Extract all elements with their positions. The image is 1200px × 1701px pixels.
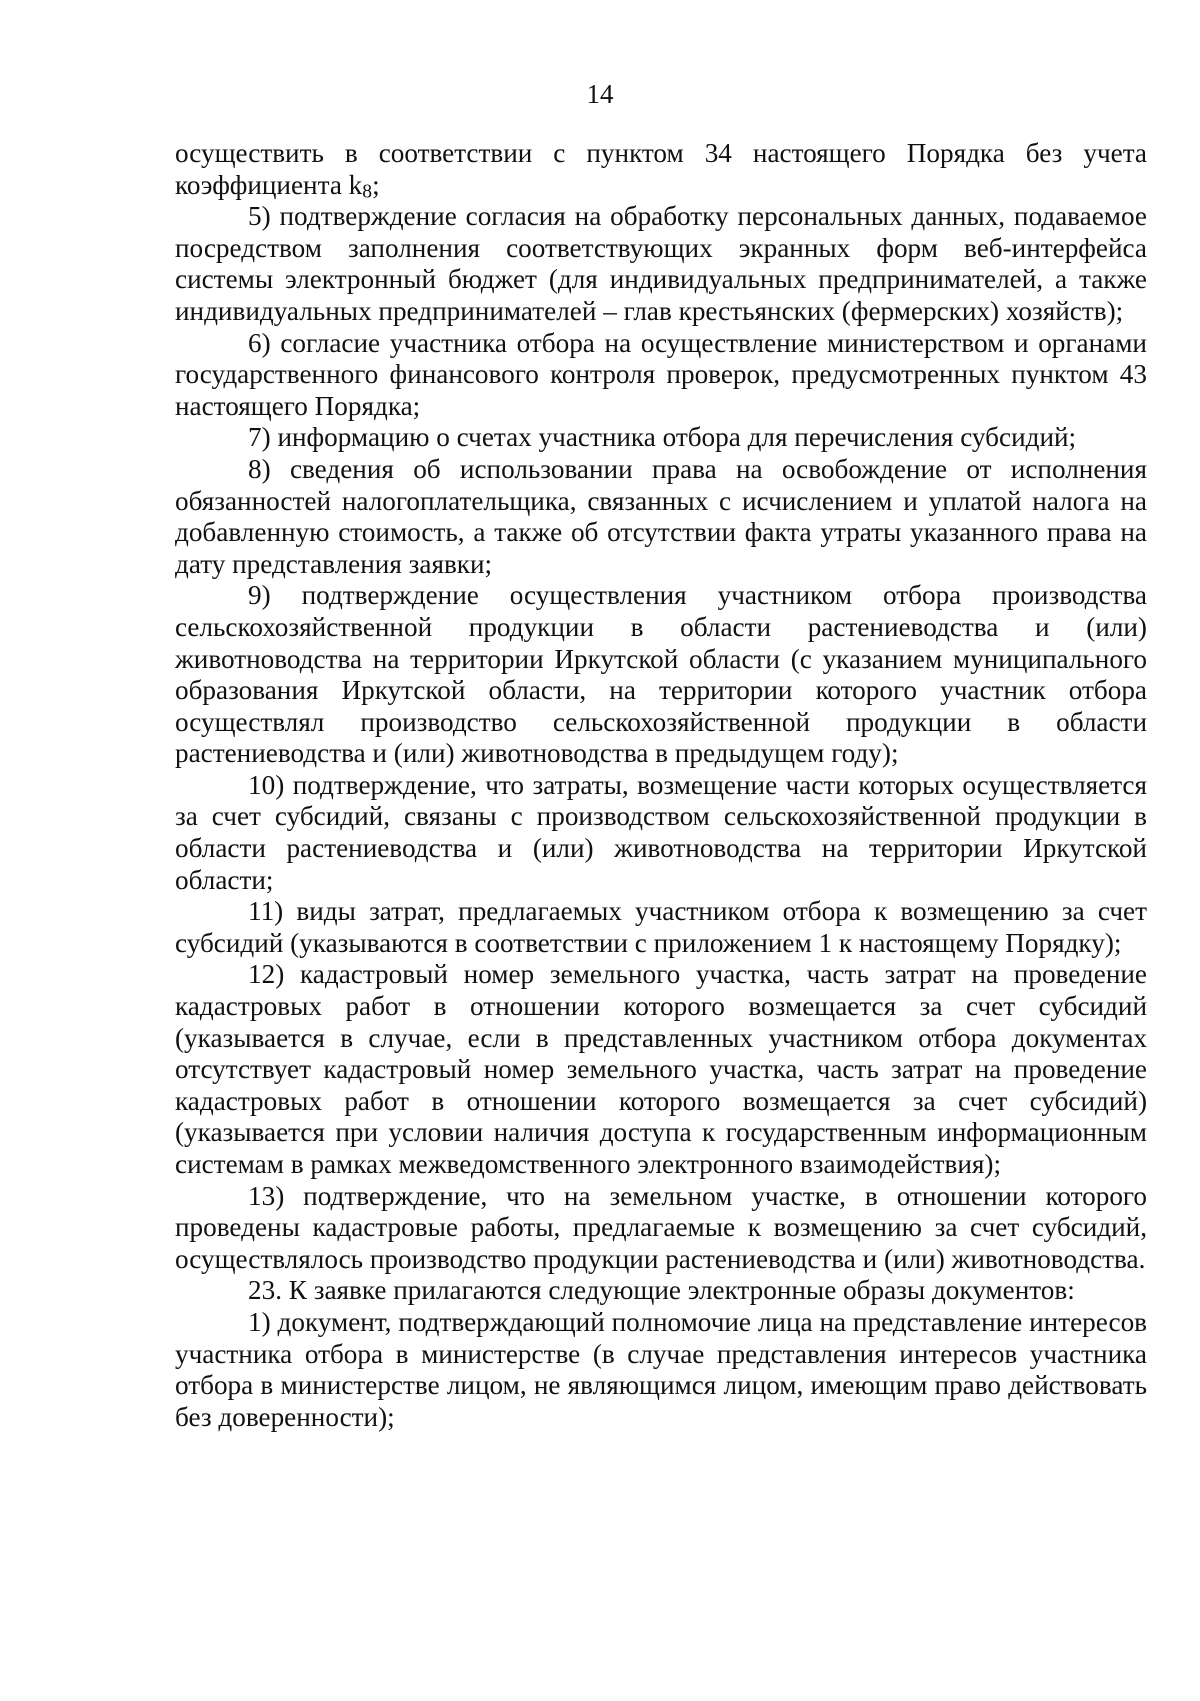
- paragraph-item-11: 11) виды затрат, предлагаемых участником отбора к возмещению за счет субсидий (указываются в соответствии с приложением 1 к настоящему Порядку);: [175, 896, 1147, 958]
- paragraph-item-9: 9) подтверждение осуществления участником отбора производства сельскохозяйственной продукции в области растениеводства и (или) животноводства на территории Иркутской области (с указанием муниципального образования Иркутской области, на территории которого участник отбора осуществлял производство сельскохозяйственной продукции в области растениеводства и (или) животноводства в предыдущем году);: [175, 580, 1147, 769]
- paragraph-item-6: 6) согласие участника отбора на осуществление министерством и органами государственного финансового контроля проверок, предусмотренных пунктом 43 настоящего Порядка;: [175, 327, 1147, 421]
- subscript-index: 8: [362, 181, 373, 203]
- paragraph-item-10: 10) подтверждение, что затраты, возмещение части которых осуществляется за счет субсидий, связаны с производством сельскохозяйственной продукции в области растениеводства и (или) животноводства на территории Иркутской области;: [175, 769, 1147, 895]
- paragraph-item-13: 13) подтверждение, что на земельном участке, в отношении которого проведены кадастровые работы, предлагаемые к возмещению за счет субсидий, осуществлялось производство продукции растениеводства и (или) животноводства.: [175, 1180, 1147, 1274]
- paragraph-section-23: 23. К заявке прилагаются следующие электронные образы документов:: [248, 1275, 1075, 1306]
- paragraph-item-12: 12) кадастровый номер земельного участка, часть затрат на проведение кадастровых работ в отношении которого возмещается за счет субсидий (указывается в случае, если в представленных участником отбора документах отсутствует кадастровый номер земельного участка, часть затрат на проведение кадастровых работ в отношении которого возмещается за счет субсидий) (указывается при условии наличия доступа к государственным информационным системам в рамках межведомственного электронного взаимодействия);: [175, 959, 1147, 1179]
- paragraph-continuation-end: ;: [372, 169, 380, 200]
- paragraph-item-8: 8) сведения об использовании права на освобождение от исполнения обязанностей налогоплательщика, связанных с исчислением и уплатой налога на добавленную стоимость, а также об отсутствии факта утраты указанного права на дату представления заявки;: [175, 453, 1147, 579]
- paragraph-item-7: 7) информацию о счетах участника отбора для перечисления субсидий;: [248, 422, 1077, 453]
- paragraph-section-23-item-1: 1) документ, подтверждающий полномочие лица на представление интересов участника отбора в министерстве (в случае представления интересов участника отбора в министерстве лицом, не являющимся лицом, имеющим право действовать без доверенности);: [175, 1306, 1147, 1432]
- paragraph-continuation: [175, 138, 1147, 201]
- paragraph-item-5: 5) подтверждение согласия на обработку персональных данных, подаваемое посредством заполнения соответствующих экранных форм веб-интерфейса системы электронный бюджет (для индивидуальных предпринимателей, а также индивидуальных предпринимателей – глав крестьянских (фермерских) хозяйств);: [175, 201, 1147, 326]
- paragraph-continuation-text: осуществить в соответствии с пунктом 34 настоящего Порядка без учета коэффициента k: [175, 138, 1147, 200]
- document-body: [175, 138, 1147, 1433]
- page-number: 14: [586, 79, 614, 109]
